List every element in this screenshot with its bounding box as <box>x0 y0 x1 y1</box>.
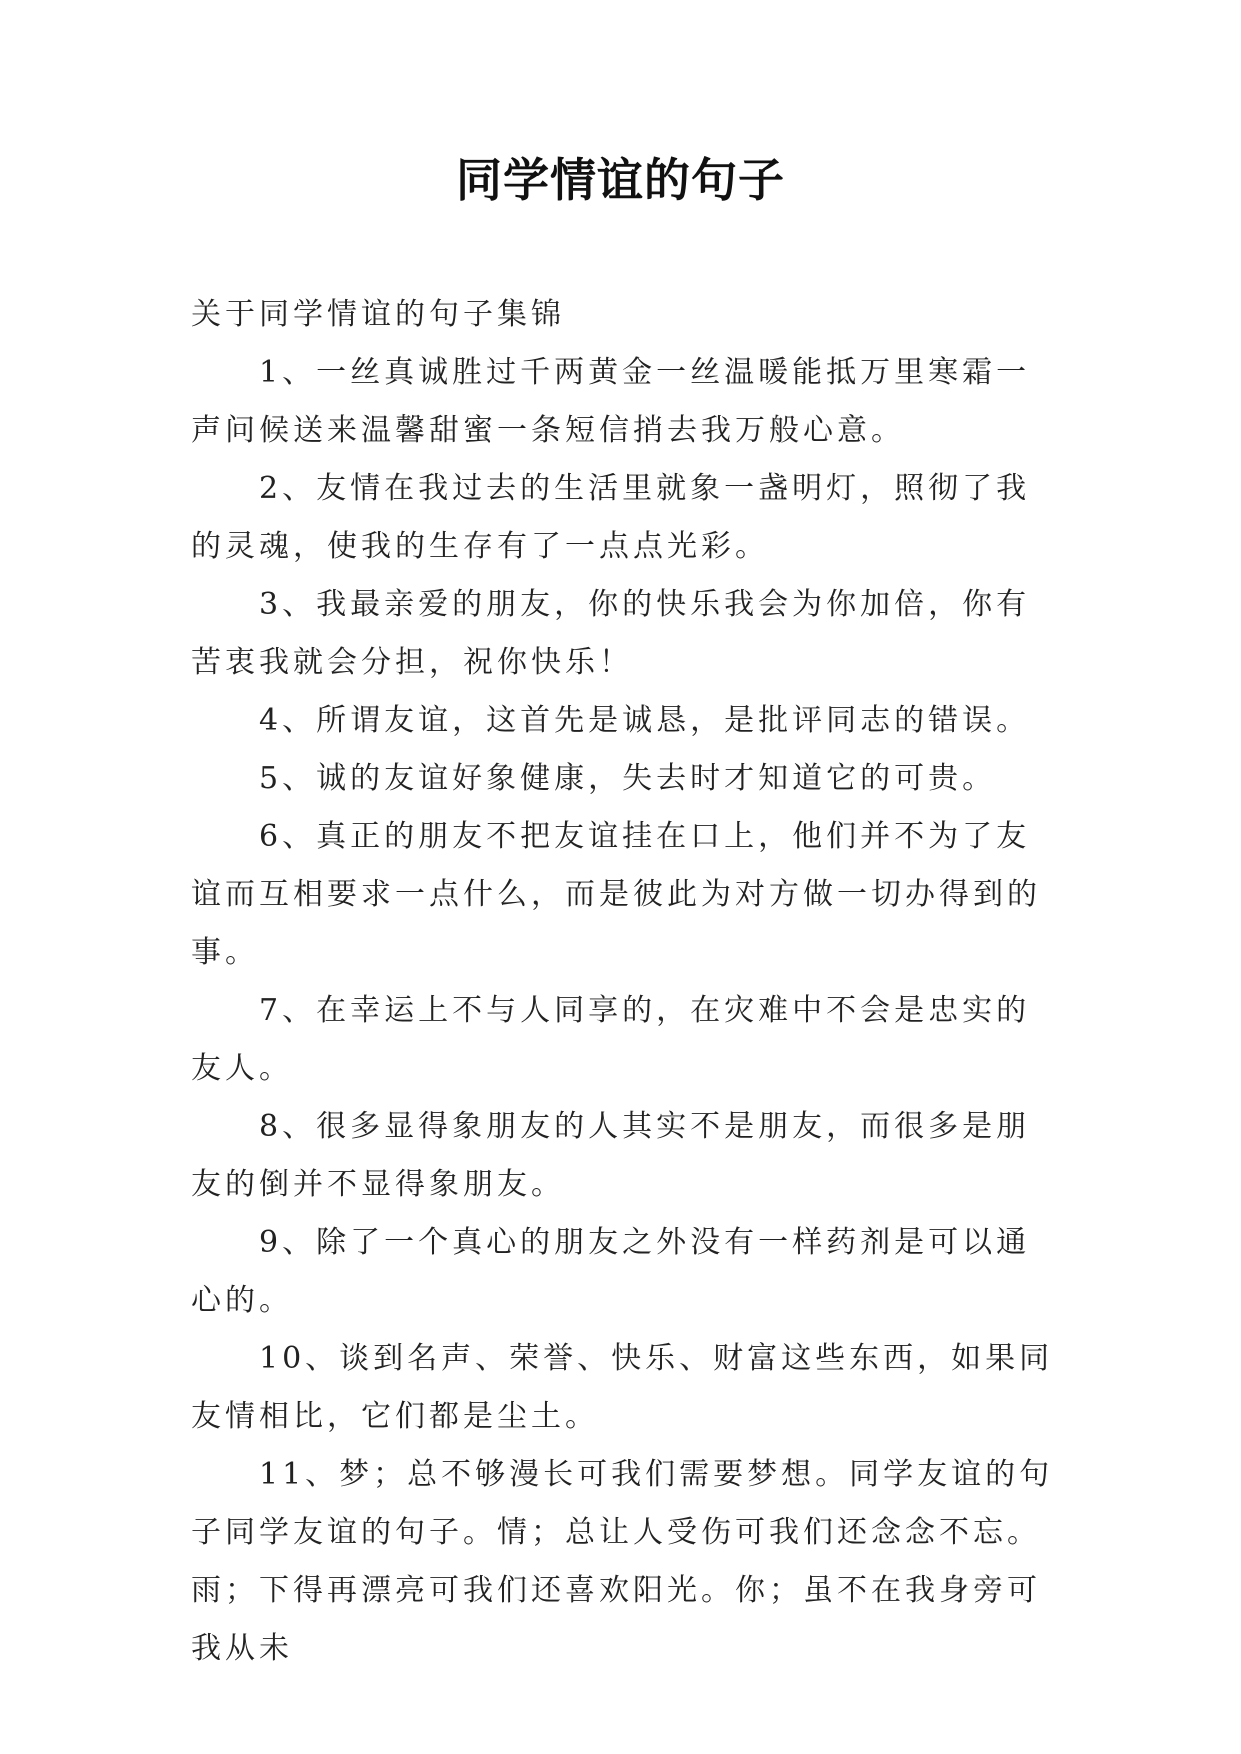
sentence-paragraph: 2、友情在我过去的生活里就象一盏明灯，照彻了我的灵魂，使我的生存有了一点点光彩。 <box>191 471 1031 564</box>
sentence-paragraph: 5、诚的友谊好象健康，失去时才知道它的可贵。 <box>259 761 997 796</box>
sentence-paragraph: 3、我最亲爱的朋友，你的快乐我会为你加倍，你有苦衷我就会分担，祝你快乐！ <box>191 587 1031 680</box>
sentence-paragraph: 10、谈到名声、荣誉、快乐、财富这些东西，如果同友情相比，它们都是尘土。 <box>191 1341 1054 1434</box>
sentence-paragraph: 8、很多显得象朋友的人其实不是朋友，而很多是朋友的倒并不显得象朋友。 <box>191 1109 1031 1202</box>
sentence-paragraph: 9、除了一个真心的朋友之外没有一样药剂是可以通心的。 <box>191 1225 1031 1318</box>
sentence-paragraph: 4、所谓友谊，这首先是诚恳，是批评同志的错误。 <box>259 703 1031 738</box>
intro-line: 关于同学情谊的句子集锦 <box>191 297 565 332</box>
page-title: 同学情谊的句子 <box>456 153 785 207</box>
sentence-paragraph: 11、梦；总不够漫长可我们需要梦想。同学友谊的句子同学友谊的句子。情；总让人受伤可我们还念念不忘。雨；下得再漂亮可我们还喜欢阳光。你；虽不在我身旁可我从未 <box>191 1457 1054 1666</box>
sentence-paragraph: 7、在幸运上不与人同享的，在灾难中不会是忠实的友人。 <box>191 993 1031 1086</box>
sentence-paragraph: 1、一丝真诚胜过千两黄金一丝温暖能抵万里寒霜一声问候送来温馨甜蜜一条短信捎去我万般心意。 <box>191 355 1031 448</box>
document-body <box>191 286 1056 1678</box>
sentence-paragraph: 6、真正的朋友不把友谊挂在口上，他们并不为了友谊而互相要求一点什么，而是彼此为对方做一切办得到的事。 <box>191 819 1041 970</box>
